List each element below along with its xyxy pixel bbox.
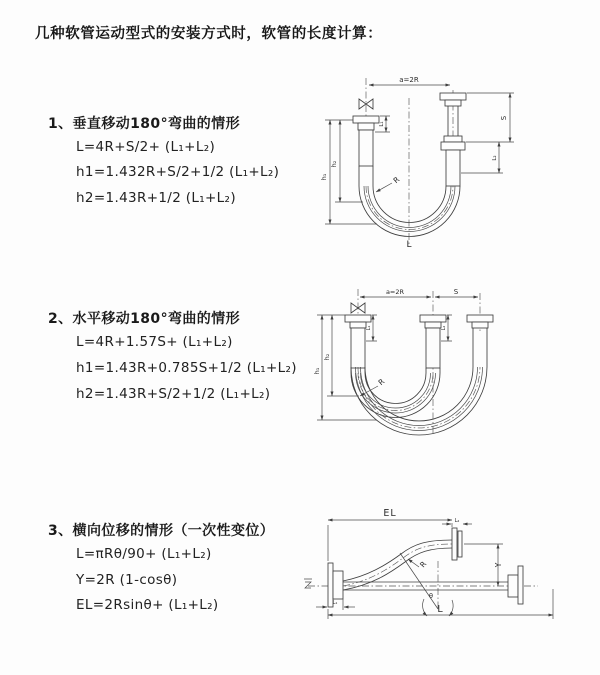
- angle-label: θ: [429, 592, 433, 600]
- diagram-lateral-displacement: [298, 503, 563, 653]
- section-3-formula-L: L=πRθ/90+ (L₁+L₂): [76, 546, 212, 562]
- section-2-heading: 2、水平移动180°弯曲的情形: [48, 311, 240, 327]
- radius-label: R: [417, 559, 429, 570]
- dim-label-a2r: a=2R: [385, 288, 405, 296]
- section-1-formula-h2: h2=1.43R+1/2 (L₁+L₂): [76, 190, 236, 206]
- section-3-formula-EL: EL=2Rsinθ+ (L₁+L₂): [76, 597, 219, 613]
- section-3-heading: 3、横向位移的情形（一次性变位）: [48, 523, 275, 539]
- hose-fittings: [345, 315, 493, 368]
- hose-u-bend-original: [351, 368, 440, 418]
- dim-label-h2: h₂: [330, 160, 338, 168]
- diagram-horizontal-180-bend: [310, 283, 532, 448]
- dim-label-h1: h₁: [320, 173, 328, 181]
- dim-label-a2r: a=2R: [399, 76, 419, 84]
- section-1-formula-h1: h1=1.432R+S/2+1/2 (L₁+L₂): [76, 164, 280, 180]
- dimension-lines: [325, 85, 514, 224]
- section-2-formula-L: L=4R+1.57S+ (L₁+L₂): [76, 334, 233, 350]
- radius-label: R: [376, 376, 387, 388]
- section-1-formula-L: L=4R+S/2+ (L₁+L₂): [76, 139, 216, 155]
- hose-u-bend: [359, 166, 460, 237]
- hose-u-bend-shifted: [351, 339, 487, 435]
- length-label: L: [406, 240, 412, 250]
- hose-s-curve-displaced: [343, 540, 452, 590]
- section-2-formula-h1: h1=1.43R+0.785S+1/2 (L₁+L₂): [76, 360, 297, 376]
- centerlines: [366, 78, 453, 246]
- dim-label-l: L: [437, 604, 443, 615]
- dim-label-s: S: [500, 115, 508, 121]
- dim-label-h2: h₂: [323, 353, 331, 361]
- dim-label-el: EL: [383, 508, 397, 519]
- dim-label-s: S: [453, 288, 459, 296]
- dimension-lines: [317, 297, 478, 420]
- dim-label-l1: L₁: [332, 600, 338, 606]
- dim-label-l2: L₂: [441, 325, 447, 331]
- page-title: 几种软管运动型式的安装方式时，软管的长度计算：: [35, 26, 383, 42]
- radius-label: R: [391, 174, 402, 186]
- dim-label-h1: h₁: [313, 367, 321, 375]
- dim-label-y: Y: [494, 562, 503, 568]
- diagram-vertical-180-bend: [313, 74, 525, 256]
- dim-label-l2: L₂: [492, 155, 498, 161]
- angle-construction: [400, 553, 453, 616]
- section-3-formula-Y: Y=2R (1-cosθ): [76, 572, 178, 588]
- section-1-heading: 1、垂直移动180°弯曲的情形: [48, 116, 240, 132]
- dim-label-l2: L₂: [454, 518, 460, 524]
- dim-label-l1: L₁: [379, 121, 385, 127]
- dim-label-l1: L₁: [366, 325, 372, 331]
- section-2-formula-h2: h2=1.43R+S/2+1/2 (L₁+L₂): [76, 386, 271, 402]
